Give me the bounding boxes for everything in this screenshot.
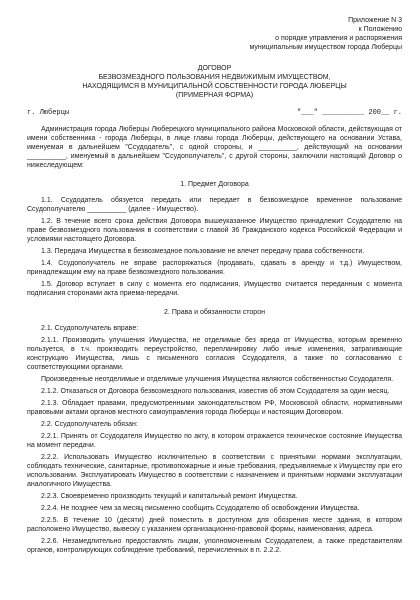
clause-1-3: 1.3. Передача Имущества в безвозмездное пользование не влечет передачу права собственности. xyxy=(41,248,365,255)
city: г. Люберцы xyxy=(27,109,70,117)
clause-2-1-2: 2.1.2. Отказаться от Договора безвозмездного пользования, известив об этом Ссудодателя за один месяц. xyxy=(41,388,390,395)
appendix-line-1: Приложение N 3 xyxy=(348,17,402,24)
clause-2-2-1: 2.2.1. Принять от Ссудодателя Имущество по акту, в котором отражается техническое состояние Имущества на момент передачи. xyxy=(27,433,402,449)
appendix-line-2: к Положению xyxy=(358,26,402,33)
section-2-heading: 2. Права и обязанности сторон xyxy=(164,309,265,316)
clause-2-1-1: 2.1.1. Производить улучшения Имущества, не отделимые без вреда от Имущества, которым временно пользуется, в т.ч. производить переустройство, перепланировку либо иные изменения, затрагивающие конструкцию Имущества, лишь с письменного согласия Ссудодателя, а также по согласованию с соответствующими органами. xyxy=(27,337,402,371)
clause-2-2-2: 2.2.2. Использовать Имущество исключительно в соответствии с принятыми нормами эксплуатации, соблюдать технические, санитарные, противопожарные и иные требования, предъявляемые к Имуществу при его использовании. Эксплуатировать Имущество в соответствии с назначением и принятыми нормами эксплуатации аналогичного Имущества. xyxy=(27,454,402,488)
clause-2-2: 2.2. Ссудополучатель обязан: xyxy=(41,421,138,428)
clause-2-1: 2.1. Ссудополучатель вправе: xyxy=(41,325,139,332)
title-line-3: НАХОДЯЩИМСЯ В МУНИЦИПАЛЬНОЙ СОБСТВЕННОСТИ ГОРОДА ЛЮБЕРЦЫ xyxy=(82,83,347,90)
clause-2-2-4: 2.2.4. Не позднее чем за месяц письменно сообщить Ссудодателю об освобождении Имущества. xyxy=(41,505,360,512)
appendix-line-3: о порядке управления и распоряжения xyxy=(275,35,402,42)
title-line-1: ДОГОВОР xyxy=(197,65,232,72)
city-date-row xyxy=(27,109,402,118)
clause-2-1-3: 2.1.3. Обладает правами, предусмотренными законодательством РФ, Московской области, нормативными правовыми актами органов местного самоуправления города Люберцы и настоящим Договором. xyxy=(27,400,402,416)
clause-2-1-1-note: Произведенные неотделимые и отделимые улучшения Имущества являются собственностью Ссудодателя. xyxy=(41,376,394,383)
intro-paragraph: Администрация города Люберцы Люберецкого муниципального района Московской области, действующая от имени собственника - города Люберцы, в лице главы города Люберцы, действующего на основании Устава, именуемая в дальнейшем "Ссудодатель", с одной стороны, и __________, действующий на основании __________, именуемый в дальнейшем "Ссудополучатель", с другой стороны, заключили настоящий Договор о нижеследующем: xyxy=(27,126,402,169)
title-line-2: БЕЗВОЗМЕЗДНОГО ПОЛЬЗОВАНИЯ НЕДВИЖИМЫМ ИМУЩЕСТВОМ, xyxy=(98,74,331,81)
clause-2-2-5: 2.2.5. В течение 10 (десяти) дней поместить в доступном для обозрения месте здания, в котором расположено Имущество, вывеску с указанием организационно-правовой формы, наименования, адреса. xyxy=(27,517,402,533)
clause-1-4: 1.4. Ссудополучатель не вправе распоряжаться (продавать, сдавать в аренду и т.д.) Имуществом, принадлежащим ему на праве безвозмездного пользования. xyxy=(27,260,402,276)
appendix-block xyxy=(232,16,402,52)
clause-2-2-6: 2.2.6. Незамедлительно предоставлять лицам, уполномоченным Ссудодателем, а также представителям органов, контролирующих соблюдение требований, перечисленных в п. 2.2.2. xyxy=(27,538,402,554)
section-1-heading: 1. Предмет Договора xyxy=(180,181,249,188)
contract-date: "___" __________ 200__ г. xyxy=(296,109,402,117)
title-line-4: (ПРИМЕРНАЯ ФОРМА) xyxy=(175,92,254,99)
appendix-line-4: муниципальным имуществом города Люберцы xyxy=(249,44,402,51)
document-title xyxy=(27,64,402,100)
clause-1-5: 1.5. Договор вступает в силу с момента его подписания, Имущество считается переданным с момента подписания сторонами акта приема-передачи. xyxy=(27,281,402,297)
clause-1-1: 1.1. Ссудодатель обязуется передать или передает в безвозмездное временное пользование Ссудополучателю __________ (далее - Имущество). xyxy=(27,197,402,213)
clause-1-2: 1.2. В течение всего срока действия Договора вышеуказанное Имущество принадлежит Ссудодателю на праве безвозмездного пользования в соответствии с главой 36 Гражданского кодекса Российской Федерации и условиями настоящего Договора. xyxy=(27,218,402,243)
clause-2-2-3: 2.2.3. Своевременно производить текущий и капитальный ремонт Имущества. xyxy=(41,493,298,500)
